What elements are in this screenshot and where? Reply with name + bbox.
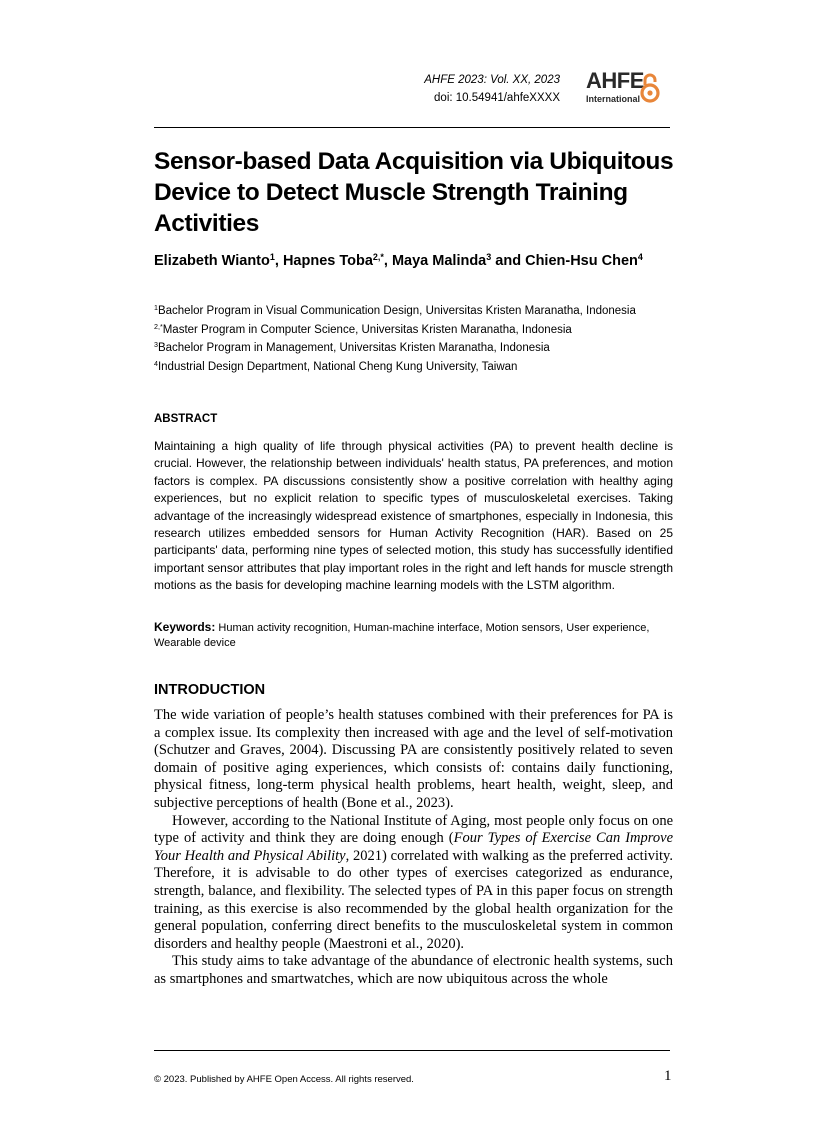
author-superscript: 1 [269, 252, 275, 263]
author-separator: , [383, 253, 392, 269]
affiliation-item [154, 339, 684, 358]
author-name: Hapnes Toba [282, 253, 373, 269]
cited-title: Four Types of Exercise Can Improve Your Health and Physical Ability [154, 830, 674, 864]
keywords [154, 620, 676, 651]
paragraph: This study aims to take advantage of the abundance of electronic health systems, such as smartphones and smartwatches, which are now ubiquitous across the whole [154, 953, 673, 987]
author-superscript: 3 [486, 252, 492, 263]
author-separator: , [274, 253, 283, 269]
paper-title: Sensor-based Data Acquisition via Ubiquitous Device to Detect Muscle Strength Training Activities [154, 148, 674, 237]
author-name: Elizabeth Wianto [154, 253, 270, 269]
ahfe-logo [586, 70, 662, 106]
affiliation-text: Bachelor Program in Management, Universitas Kristen Maranatha, Indonesia [157, 342, 550, 354]
keywords-label: Keywords: [154, 620, 216, 634]
footer-copyright: © 2023. Published by AHFE Open Access. All rights reserved. [154, 1074, 414, 1085]
affiliation-text: Industrial Design Department, National Cheng Kung University, Taiwan [157, 360, 518, 373]
affiliation-superscript: 1 [154, 304, 158, 313]
journal-citation: AHFE 2023: Vol. XX, 2023 [424, 74, 560, 86]
affiliation-item [154, 358, 684, 377]
abstract-heading: ABSTRACT [154, 413, 218, 425]
introduction-heading: INTRODUCTION [154, 682, 266, 698]
affiliation-superscript: 3 [154, 341, 158, 350]
header-rule [154, 127, 670, 128]
paragraph: The wide variation of people’s health statuses combined with their preferences for PA is a complex issue. Its complexity then increased with age and the level of self-motivation (Schutzer and Graves, 2004). Discussing PA are consistently positively related to seven domain of positive aging experiences, which consists of: contains daily functioning, physical fitness, long-term physical health problems, heart health, weight, sleep, and subjective perceptions of health (Bone et al., 2023). [154, 707, 673, 811]
author-superscript: 4 [637, 252, 643, 263]
introduction-body [154, 707, 673, 989]
keywords-text: Human activity recognition, Human-machine interface, Motion sensors, User experience, Wearable device [154, 622, 650, 649]
paragraph [154, 813, 673, 954]
affiliation-text: Bachelor Program in Visual Communication Design, Universitas Kristen Maranatha, Indonesia [157, 305, 636, 317]
page-number: 1 [664, 1068, 672, 1084]
author-name: Chien-Hsu Chen [525, 253, 638, 269]
affiliation-text: Master Program in Computer Science, Universitas Kristen Maranatha, Indonesia [162, 323, 572, 336]
author-name: Maya Malinda [391, 253, 487, 269]
affiliation-superscript: 2,* [154, 322, 163, 331]
journal-meta [424, 71, 560, 107]
abstract-body: Maintaining a high quality of life through physical activities (PA) to prevent health decline is crucial. However, the relationship between individuals' health status, PA preferences, and motion factors is complex. PA discussions consistently show a positive correlation with healthy aging experiences, but no explicit relation to specific types of musculoskeletal exercises. Taking advantage of the increasingly widespread existence of smartphones, especially in Indonesia, this research utilizes embedded sensors for Human Activity Recognition (HAR). Based on 25 participants' data, performing nine types of selected motion, this study has successfully identified important sensor attributes that play important roles in the right and left hands for muscle strength motions as the basis for developing machine learning models with the LSTM algorithm. [154, 439, 673, 593]
affiliation-item [154, 302, 684, 321]
open-access-lock-icon [640, 72, 660, 104]
affiliation-item [154, 321, 684, 340]
paragraph-text: , 2021) correlated with walking as the preferred activity. Therefore, it is advisable to do other types of exercises categorized as endurance, strength, balance, and flexibility. The selected types of PA in this paper focus on strength training, as this exercise is also recommended by the global health organization for the general population, conferring direct benefits to the musculoskeletal system in common disorders and healthy people (Maestroni et al., 2020). [154, 847, 673, 952]
paragraph-text: However, according to the National Institute of Aging, most people only focus on one type of activity and think they are doing enough ( [154, 812, 673, 847]
doi: doi: 10.54941/ahfeXXXX [434, 92, 560, 104]
author-superscript: 2,* [372, 252, 384, 263]
logo-sub-text: International [586, 94, 641, 104]
affiliation-list [154, 302, 684, 376]
affiliation-superscript: 4 [154, 359, 158, 368]
author-separator: and [491, 253, 526, 269]
logo-main-text: AHFE [586, 68, 644, 93]
footer-rule [154, 1050, 670, 1051]
author-list [154, 252, 674, 271]
